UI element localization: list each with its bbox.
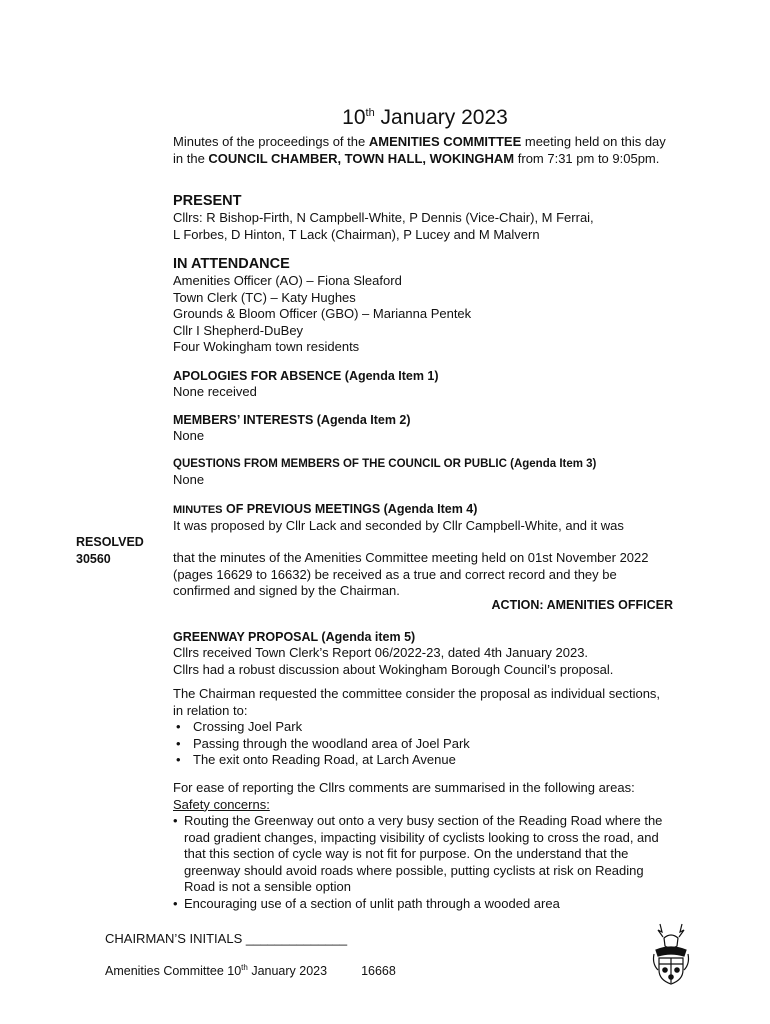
attendee: Cllr I Shepherd-DuBey <box>173 322 304 338</box>
resolution-number: 30560 <box>76 551 111 566</box>
safety-list <box>173 813 673 912</box>
meeting-intro: Minutes of the proceedings of the AMENITIES COMMITTEE meeting held on this day in the COUNCIL CHAMBER, TOWN HALL, WOKINGHAM from 7:31 pm to 9:05pm. <box>173 134 666 166</box>
attendance-section <box>173 256 673 356</box>
interests-section <box>173 412 673 445</box>
attendee: Grounds & Bloom Officer (GBO) – Marianna Pentek <box>173 306 472 321</box>
chair-request <box>173 686 673 769</box>
apologies-heading: APOLOGIES FOR ABSENCE (Agenda Item 1) <box>173 369 439 383</box>
resolved-label: RESOLVED 30560 <box>76 535 144 566</box>
reporting-text: For ease of reporting the Cllrs comments are summarised in the following areas: <box>173 780 635 795</box>
reporting-section <box>173 780 673 912</box>
sections-list <box>173 719 673 769</box>
page-footer: Amenities Committee 10th January 2023 16668 <box>105 963 396 979</box>
questions-heading: QUESTIONS FROM MEMBERS OF THE COUNCIL OR PUBLIC (Agenda Item 3) <box>173 458 597 470</box>
greenway-line: Cllrs received Town Clerk’s Report 06/2022-23, dated 4th January 2023. <box>173 645 589 660</box>
attendee: Four Wokingham town residents <box>173 339 360 354</box>
attendance-heading: IN ATTENDANCE <box>173 256 290 272</box>
greenway-section <box>173 629 673 678</box>
interests-text: None <box>173 428 205 443</box>
attendee: Amenities Officer (AO) – Fiona Sleaford <box>173 273 402 288</box>
apologies-section <box>173 368 673 401</box>
action-owner: ACTION: AMENITIES OFFICER <box>491 598 673 612</box>
questions-text: None <box>173 472 205 487</box>
greenway-heading: GREENWAY PROPOSAL (Agenda item 5) <box>173 630 416 644</box>
present-heading: PRESENT <box>173 193 242 209</box>
list-item: • Routing the Greenway out onto a very busy section of the Reading Road where the road gradient changes, impacting visibility of cyclists looking to cross the road, and that this section of cycle way is not fit for purpose. On the understand that the greenway should avoid roads where possible, putting cyclists at risk on Reading Road is not a sensible option <box>173 813 673 896</box>
list-item: • Passing through the woodland area of Joel Park <box>173 736 673 753</box>
interests-heading: MEMBERS’ INTERESTS (Agenda Item 2) <box>173 413 411 427</box>
chairman-initials: CHAIRMAN’S INITIALS ______________ <box>105 931 348 946</box>
page-number: 16668 <box>361 964 396 979</box>
chair-request-text: The Chairman requested the committee consider the proposal as individual sections, in relation to: <box>173 686 661 718</box>
present-section <box>173 193 673 243</box>
apologies-text: None received <box>173 384 257 399</box>
list-item: • Encouraging use of a section of unlit path through a wooded area <box>173 896 673 913</box>
present-line: Cllrs: R Bishop-Firth, N Campbell-White, P Dennis (Vice-Chair), M Ferrai, <box>173 210 594 225</box>
questions-section <box>173 456 673 489</box>
page-title: 10th January 2023 <box>342 106 508 130</box>
present-line: L Forbes, D Hinton, T Lack (Chairman), P Lucey and M Malvern <box>173 226 540 242</box>
greenway-line: Cllrs had a robust discussion about Wokingham Borough Council’s proposal. <box>173 661 614 677</box>
minutes-section <box>173 501 673 535</box>
minutes-heading: MINUTES OF PREVIOUS MEETINGS (Agenda Item 4) <box>173 502 478 516</box>
attendee: Town Clerk (TC) – Katy Hughes <box>173 289 356 305</box>
safety-subheading: Safety concerns: <box>173 796 270 812</box>
list-item: • The exit onto Reading Road, at Larch Avenue <box>173 752 673 769</box>
town-crest-icon <box>650 920 692 986</box>
resolution-text: that the minutes of the Amenities Committee meeting held on 01st November 2022 (pages 16629 to 16632) be received as a true and correct record and they be confirmed and signed by the Chairman. <box>173 550 649 598</box>
list-item: • Crossing Joel Park <box>173 719 673 736</box>
minutes-text: It was proposed by Cllr Lack and seconded by Cllr Campbell-White, and it was <box>173 518 624 533</box>
